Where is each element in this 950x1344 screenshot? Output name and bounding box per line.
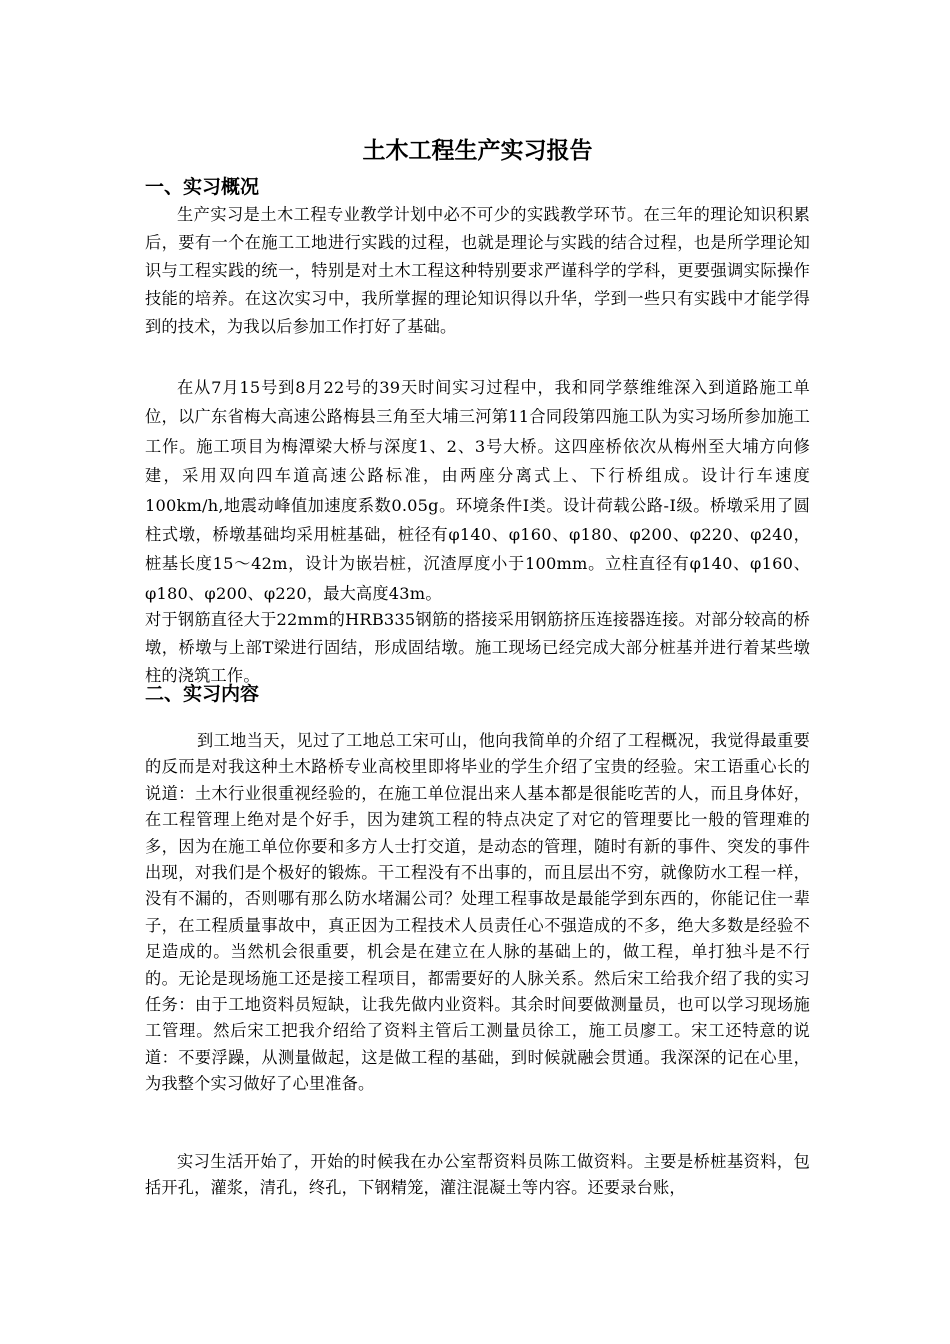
paragraph-internship-work: 实习生活开始了，开始的时候我在办公室帮资料员陈工做资料。主要是桥桩基资料，包括开孔，灌浆，清孔，终孔，下钢精笼，灌注混凝土等内容。还要录台账， <box>145 1152 810 1198</box>
section-heading-content: 二、实习内容 <box>145 683 260 705</box>
section-heading-overview: 一、实习概况 <box>145 176 260 198</box>
paragraph-first-day: 到工地当天，见过了工地总工宋可山，他向我简单的介绍了工程概况，我觉得最重要的反而是对我这种土木路桥专业高校里即将毕业的学生介绍了宝贵的经验。宋工语重心长的说道：土木行业很重视经验的，在施工单位混出来人基本都是很能吃苦的人，而且身体好，在工程管理上绝对是个好手，因为建筑工程的特点决定了对它的管理要比一般的管理难的多，因为在施工单位你要和多方人士打交道，是动态的管理，随时有新的事件、突发的事件出现，对我们是个极好的锻炼。干工程没有不出事的，而且层出不穷，就像防水工程一样，没有不漏的，否则哪有那么防水堵漏公司？处理工程事故是最能学到东西的，你能记住一辈子，在工程质量事故中，真正因为工程技术人员责任心不强造成的不多，绝大多数是经验不足造成的。当然机会很重要，机会是在建立在人脉的基础上的，做工程，单打独斗是不行的。无论是现场施工还是接工程项目，都需要好的人脉关系。然后宋工给我介绍了我的实习任务：由于工地资料员短缺，让我先做内业资料。其余时间要做测量员，也可以学习现场施工管理。然后宋工把我介绍给了资料主管后工测量员徐工，施工员廖工。宋工还特意的说道：不要浮躁，从测量做起，这是做工程的基础，到时候就融会贯通。我深深的记在心里，为我整个实习做好了心里准备。 <box>145 731 810 1094</box>
paragraph-rebar-note: 对于钢筋直径大于22mm的HRB335钢筋的搭接采用钢筋挤压连接器连接。对部分较高的桥墩，桥墩与上部T梁进行固结，形成固结墩。施工现场已经完成大部分桩基并进行着某些墩柱的浇筑工作。 <box>145 610 810 685</box>
document-title: 土木工程生产实习报告 <box>362 138 593 164</box>
paragraph-overview-intro: 生产实习是土木工程专业教学计划中必不可少的实践教学环节。在三年的理论知识积累后，要有一个在施工工地进行实践的过程，也就是理论与实践的结合过程，也是所学理论知识与工程实践的统一，特别是对土木工程这种特别要求严谨科学的学科，更要强调实际操作技能的培养。在这次实习中，我所掌握的理论知识得以升华，学到一些只有实践中才能学得到的技术，为我以后参加工作打好了基础。 <box>145 205 810 336</box>
paragraph-project-details: 在从7月15号到8月22号的39天时间实习过程中，我和同学蔡维维深入到道路施工单位，以广东省梅大高速公路梅县三角至大埔三河第11合同段第四施工队为实习场所参加施工工作。施工项目为梅潭梁大桥与深度1、2、3号大桥。这四座桥依次从梅州至大埔方向修建，采用双向四车道高速公路标准，由两座分离式上、下行桥组成。设计行车速度100km/h,地震动峰值加速度系数0.05g。环境条件Ⅰ类。设计荷载公路-Ⅰ级。桥墩采用了圆柱式墩，桥墩基础均采用桩基础，桩径有φ140、φ160、φ180、φ200、φ220、φ240，桩基长度15～42m，设计为嵌岩桩，沉渣厚度小于100mm。立柱直径有φ140、φ160、φ180、φ200、φ220，最大高度43m。 <box>145 378 810 603</box>
